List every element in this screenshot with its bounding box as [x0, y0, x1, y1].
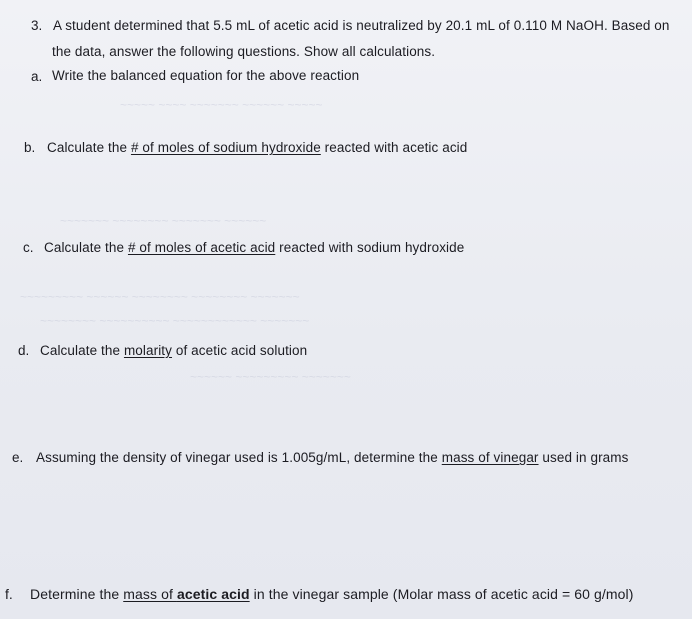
bleed-through-text: ~~~~~~~~ ~~~~~~~~~~ ~~~~~~~~~~~~ ~~~~~~~: [40, 314, 310, 328]
part-b-underlined-term: # of moles of sodium hydroxide: [130, 140, 321, 155]
question-number: 3.: [31, 18, 43, 33]
bleed-through-text: ~~~~~~~ ~~~~~~~~ ~~~~~~~ ~~~~~~: [60, 214, 267, 228]
part-c-underlined-term: # of moles of acetic acid: [127, 240, 276, 255]
part-c-text: [44, 239, 464, 256]
part-b-text-segment: reacted with acetic acid: [320, 140, 468, 155]
part-c-letter: c.: [23, 240, 34, 255]
bleed-through-text: ~~~~~~ ~~~~~~~~~ ~~~~~~~: [190, 370, 351, 384]
part-f-underlined-bold-term: acetic acid: [176, 586, 250, 602]
part-d-text: [40, 342, 307, 359]
part-d-underlined-term: molarity: [123, 343, 173, 358]
part-d-letter: d.: [18, 343, 30, 358]
part-e-text-segment: Assuming the density of vinegar used is 1.005g/mL, determine the: [36, 450, 442, 465]
part-f-underlined-term: mass of: [123, 586, 177, 602]
part-f-text-segment: Determine the: [30, 586, 124, 602]
part-a-text: [52, 67, 359, 84]
part-b-text: [47, 139, 467, 156]
part-a-text-segment: Write the balanced equation for the above reaction: [52, 68, 360, 83]
part-e-underlined-term: mass of vinegar: [441, 450, 539, 465]
part-e-text-segment: used in grams: [538, 450, 629, 465]
part-e-letter: e.: [12, 450, 24, 465]
part-b-letter: b.: [24, 140, 36, 155]
part-f-text-segment: in the vinegar sample (Molar mass of acetic acid = 60 g/mol): [249, 586, 634, 602]
part-b-text-segment: Calculate the: [47, 140, 131, 155]
part-d-text-segment: of acetic acid solution: [172, 343, 308, 358]
part-f-letter: f.: [5, 586, 13, 602]
part-a-letter: a.: [31, 69, 43, 84]
bleed-through-text: ~~~~~~~~~ ~~~~~~ ~~~~~~~~ ~~~~~~~~ ~~~~~~~: [20, 290, 300, 304]
question-intro-line2: the data, answer the following questions. Show all calculations.: [52, 44, 436, 59]
part-f-text: [30, 586, 634, 603]
bleed-through-text: ~~~~~ ~~~~ ~~~~~~~ ~~~~~~ ~~~~~: [120, 98, 323, 112]
part-e-text: [36, 449, 628, 466]
part-c-text-segment: Calculate the: [44, 240, 128, 255]
question-intro-line1: A student determined that 5.5 mL of acetic acid is neutralized by 20.1 mL of 0.110 M NaOH. Based on: [53, 18, 670, 33]
part-d-text-segment: Calculate the: [40, 343, 124, 358]
part-c-text-segment: reacted with sodium hydroxide: [275, 240, 465, 255]
